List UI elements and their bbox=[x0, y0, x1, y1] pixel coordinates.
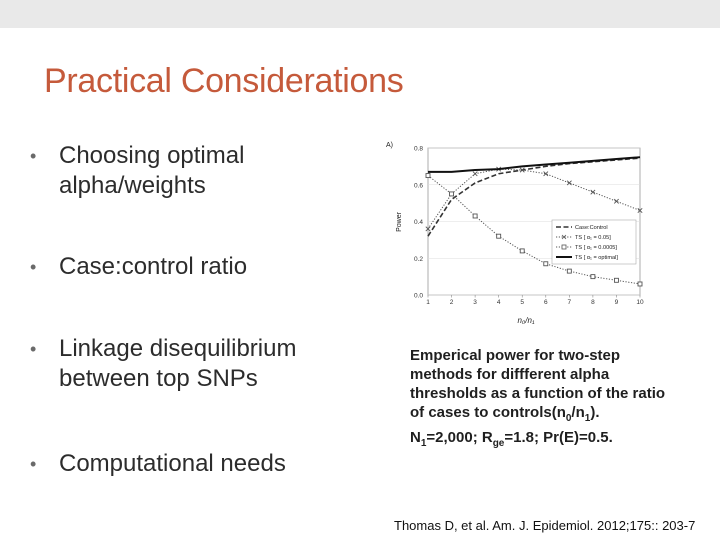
x-tick-label: 5 bbox=[520, 299, 525, 306]
bullet-dot: • bbox=[30, 454, 37, 474]
y-tick-label: 0.4 bbox=[413, 219, 423, 226]
caption-r-sub: ge bbox=[492, 438, 505, 449]
caption-text: Emperical power for two-step methods for diffferent alpha thresholds as a function of the ratio of cases to controls(n bbox=[410, 347, 666, 421]
x-axis-label: n₀/n₁ bbox=[517, 316, 535, 325]
x-tick-label: 2 bbox=[449, 299, 454, 306]
bullet-item bbox=[30, 141, 360, 201]
bullet-text: Computational needs bbox=[59, 450, 286, 477]
bullet-item bbox=[30, 334, 360, 394]
y-tick-label: 0.6 bbox=[413, 182, 423, 190]
caption-sub-1: 1 bbox=[584, 413, 591, 424]
x-tick-label: 10 bbox=[636, 299, 644, 306]
data-point-x bbox=[473, 172, 477, 176]
top-bar bbox=[0, 0, 720, 28]
data-point-square bbox=[638, 282, 642, 286]
x-tick-label: 8 bbox=[591, 299, 595, 306]
data-point-x bbox=[591, 190, 595, 194]
slide-title: Practical Considerations bbox=[44, 62, 404, 100]
data-point-square bbox=[520, 249, 524, 253]
x-tick-label: 3 bbox=[473, 299, 477, 306]
caption-n-prefix: N bbox=[410, 429, 421, 446]
data-point-square bbox=[544, 262, 548, 266]
caption-rest: =1.8; Pr(E)=0.5. bbox=[504, 429, 613, 446]
y-tick-label: 0.0 bbox=[413, 292, 423, 300]
y-tick-label: 0.2 bbox=[413, 255, 423, 263]
x-tick-label: 1 bbox=[426, 299, 430, 306]
bullet-text: Case:control ratio bbox=[59, 253, 248, 280]
bullet-dot: • bbox=[30, 339, 37, 359]
bullet-item bbox=[30, 449, 360, 479]
bullet-text: Choosing optimal alpha/weights bbox=[59, 142, 245, 199]
caption-n-value: =2,000; R bbox=[426, 429, 493, 446]
power-chart bbox=[384, 134, 654, 335]
figure-caption bbox=[410, 346, 670, 453]
citation: Thomas D, et al. Am. J. Epidemiol. 2012;175:: 203-7 bbox=[394, 518, 696, 533]
data-point-square bbox=[591, 275, 595, 279]
series-line-4 bbox=[428, 157, 640, 172]
bullet-dot: • bbox=[30, 257, 37, 277]
legend-marker-square bbox=[562, 245, 566, 249]
legend-label: TS [ α₁ = optimal] bbox=[575, 255, 618, 261]
bullet-item bbox=[30, 252, 360, 282]
data-point-square bbox=[614, 278, 618, 282]
data-point-square bbox=[473, 214, 477, 218]
x-tick-label: 9 bbox=[614, 299, 619, 306]
data-point-x bbox=[614, 199, 618, 203]
legend-label: TS [ α₁ = 0.0005] bbox=[575, 245, 617, 251]
data-point-square bbox=[426, 174, 430, 178]
y-axis-label: Power bbox=[396, 212, 403, 232]
legend-label: TS [ α₁ = 0.05] bbox=[575, 235, 611, 241]
panel-label: A) bbox=[386, 142, 393, 149]
caption-sub-0: 0 bbox=[565, 413, 572, 424]
y-tick-label: 0.8 bbox=[413, 145, 423, 153]
caption-slash: /n bbox=[571, 404, 585, 421]
caption-n-sub: 1 bbox=[420, 438, 427, 449]
bullet-dot: • bbox=[30, 146, 37, 166]
x-tick-label: 4 bbox=[496, 299, 501, 306]
data-point-square bbox=[450, 192, 454, 196]
caption-close: ). bbox=[590, 404, 600, 421]
x-tick-label: 6 bbox=[543, 299, 548, 306]
power-chart-svg bbox=[384, 134, 654, 330]
data-point-square bbox=[497, 234, 501, 238]
x-tick-label: 7 bbox=[567, 299, 572, 306]
legend-label: Case:Control bbox=[575, 225, 608, 231]
data-point-square bbox=[567, 269, 571, 273]
bullet-text: Linkage disequilibrium between top SNPs bbox=[59, 335, 297, 392]
